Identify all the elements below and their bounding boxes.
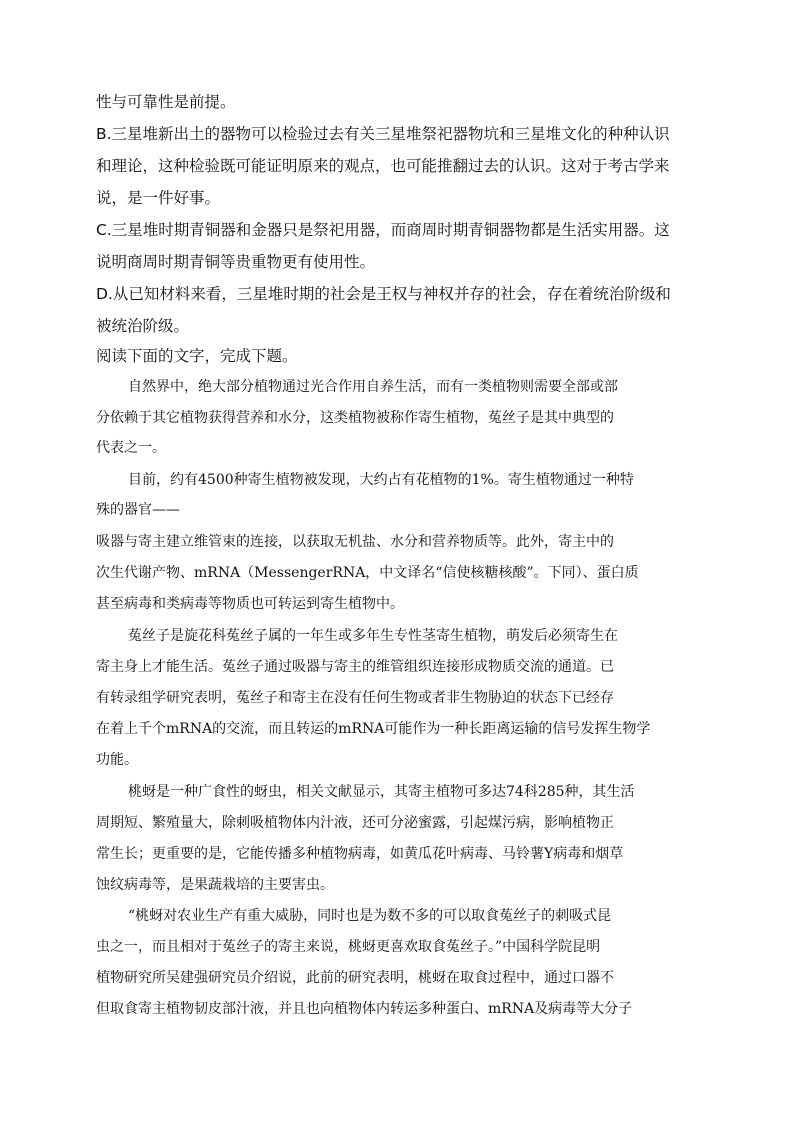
passage-p2-line-4: 次生代谢产物、mRNA（MessengerRNA，中文译名“信使核糖核酸”。下同）、蛋白质 bbox=[96, 565, 639, 581]
option-a-tail: 性与可靠性是前提。 bbox=[96, 93, 236, 111]
option-c-line-1: C.三星堆时期青铜器和金器只是祭祀用器，而商周时期青铜器物都是生活实用器。这 bbox=[96, 221, 670, 239]
passage-p1-line-2: 分依赖于其它植物获得营养和水分，这类植物被称作寄生植物，菟丝子是其中典型的 bbox=[96, 410, 614, 426]
passage-p1-line-1: 自然界中，绝大部分植物通过光合作用自养生活，而有一类植物则需要全部或部 bbox=[128, 379, 618, 395]
option-b-line-3: 说，是一件好事。 bbox=[96, 189, 221, 207]
reading-instruction: 阅读下面的文字，完成下题。 bbox=[96, 347, 298, 365]
passage-p4-line-2: 周期短、繁殖量大，除刺吸植物体内汁液，还可分泌蜜露，引起煤污病，影响植物正 bbox=[96, 815, 614, 831]
option-b-line-1: B.三星堆新出土的器物可以检验过去有关三星堆祭祀器物坑和三星堆文化的种种认识 bbox=[96, 125, 670, 143]
passage-p5-line-1: “桃蚜对农业生产有重大威胁，同时也是为数不多的可以取食菟丝子的刺吸式昆 bbox=[128, 908, 612, 924]
option-d-line-2: 被统治阶级。 bbox=[96, 317, 190, 335]
passage-p4-line-3: 常生长；更重要的是，它能传播多种植物病毒，如黄瓜花叶病毒、马铃薯Y病毒和烟草 bbox=[96, 846, 624, 862]
option-b-line-2: 和理论，这种检验既可能证明原来的观点，也可能推翻过去的认识。这对于考古学来 bbox=[96, 157, 670, 175]
option-d-line-1: D.从已知材料来看，三星堆时期的社会是王权与神权并存的社会，存在着统治阶级和 bbox=[96, 285, 671, 303]
passage-p2-line-5: 甚至病毒和类病毒等物质也可转运到寄生植物中。 bbox=[96, 596, 404, 612]
passage-p3-line-2: 寄主身上才能生活。菟丝子通过吸器与寄主的维管组织连接形成物质交流的通道。已 bbox=[96, 659, 614, 675]
passage-p3-line-3: 有转录组学研究表明，菟丝子和寄主在没有任何生物或者非生物胁迫的状态下已经存 bbox=[96, 690, 614, 706]
passage-p2-line-2: 殊的器官—— bbox=[96, 502, 180, 518]
passage-p4-line-4: 蚀纹病毒等，是果蔬栽培的主要害虫。 bbox=[96, 877, 334, 893]
passage-p3-line-5: 功能。 bbox=[96, 752, 138, 768]
passage-p3-line-4: 在着上千个mRNA的交流，而且转运的mRNA可能作为一种长距离运输的信号发挥生物学 bbox=[96, 721, 651, 737]
passage-p4-line-1: 桃蚜是一种广食性的蚜虫，相关文献显示，其寄主植物可多达74科285种，其生活 bbox=[128, 784, 635, 800]
option-c-line-2: 说明商周时期青铜等贵重物更有使用性。 bbox=[96, 253, 376, 271]
passage-p5-line-4: 但取食寄主植物韧皮部汁液，并且也向植物体内转运多种蛋白、mRNA及病毒等大分子 bbox=[96, 1001, 633, 1017]
passage-p5-line-3: 植物研究所吴建强研究员介绍说，此前的研究表明，桃蚜在取食过程中，通过口器不 bbox=[96, 970, 614, 986]
passage-p1-line-3: 代表之一。 bbox=[96, 440, 166, 456]
passage-p2-line-3: 吸器与寄主建立维管束的连接，以获取无机盐、水分和营养物质等。此外，寄主中的 bbox=[96, 534, 614, 550]
passage-p2-line-1: 目前，约有4500种寄生植物被发现，大约占有花植物的1%。寄生植物通过一种特 bbox=[128, 472, 634, 488]
passage-p3-line-1: 菟丝子是旋花科菟丝子属的一年生或多年生专性茎寄生植物，萌发后必须寄生在 bbox=[128, 628, 618, 644]
passage-p5-line-2: 虫之一，而且相对于菟丝子的寄主来说，桃蚜更喜欢取食菟丝子。”中国科学院昆明 bbox=[96, 939, 601, 955]
